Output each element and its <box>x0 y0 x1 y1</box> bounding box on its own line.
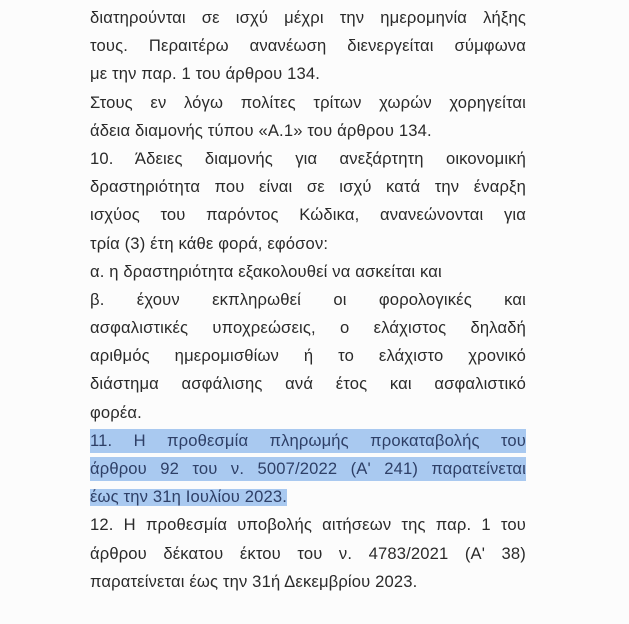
document-text <box>90 4 526 596</box>
highlighted-text-line: έως την 31η Ιουλίου 2023. <box>90 487 288 507</box>
text-line: διάστημα ασφάλισης ανά έτος και ασφαλιστικό <box>90 374 526 394</box>
text-line: ασφαλιστικές υποχρεώσεις, ο ελάχιστος δηλαδή <box>90 318 526 338</box>
text-line: α. η δραστηριότητα εξακολουθεί να ασκείται και <box>90 261 442 281</box>
text-line: δραστηριότητα που είναι σε ισχύ κατά την έναρξη <box>90 177 526 197</box>
text-line: 10. Άδειες διαμονής για ανεξάρτητη οικονομική <box>90 148 526 168</box>
text-line: ισχύος του παρόντος Κώδικα, ανανεώνονται για <box>90 205 526 225</box>
text-line: β. έχουν εκπληρωθεί οι φορολογικές και <box>90 289 526 309</box>
text-line: παρατείνεται έως την 31ή Δεκεμβρίου 2023. <box>90 571 418 591</box>
text-line: άδεια διαμονής τύπου «Α.1» του άρθρου 134. <box>90 120 432 140</box>
highlighted-text-line: 11. Η προθεσμία πληρωμής προκαταβολής του <box>90 427 526 455</box>
text-line: άρθρου δέκατου έκτου του ν. 4783/2021 (Α' 38) <box>90 543 526 563</box>
text-line: τους. Περαιτέρω ανανέωση διενεργείται σύμφωνα <box>90 36 526 56</box>
highlighted-text-line: άρθρου 92 του ν. 5007/2022 (Α' 241) παρατείνεται <box>90 455 526 483</box>
text-line: 12. Η προθεσμία υποβολής αιτήσεων της παρ. 1 του <box>90 515 526 535</box>
text-line: Στους εν λόγω πολίτες τρίτων χωρών χορηγείται <box>90 92 526 112</box>
text-line: με την παρ. 1 του άρθρου 134. <box>90 64 321 84</box>
text-line: φορέα. <box>90 402 142 422</box>
text-line: αριθμός ημερομισθίων ή το ελάχιστο χρονικό <box>90 346 526 366</box>
text-line: διατηρούνται σε ισχύ μέχρι την ημερομηνία λήξης <box>90 8 526 27</box>
text-line: τρία (3) έτη κάθε φορά, εφόσον: <box>90 233 329 253</box>
